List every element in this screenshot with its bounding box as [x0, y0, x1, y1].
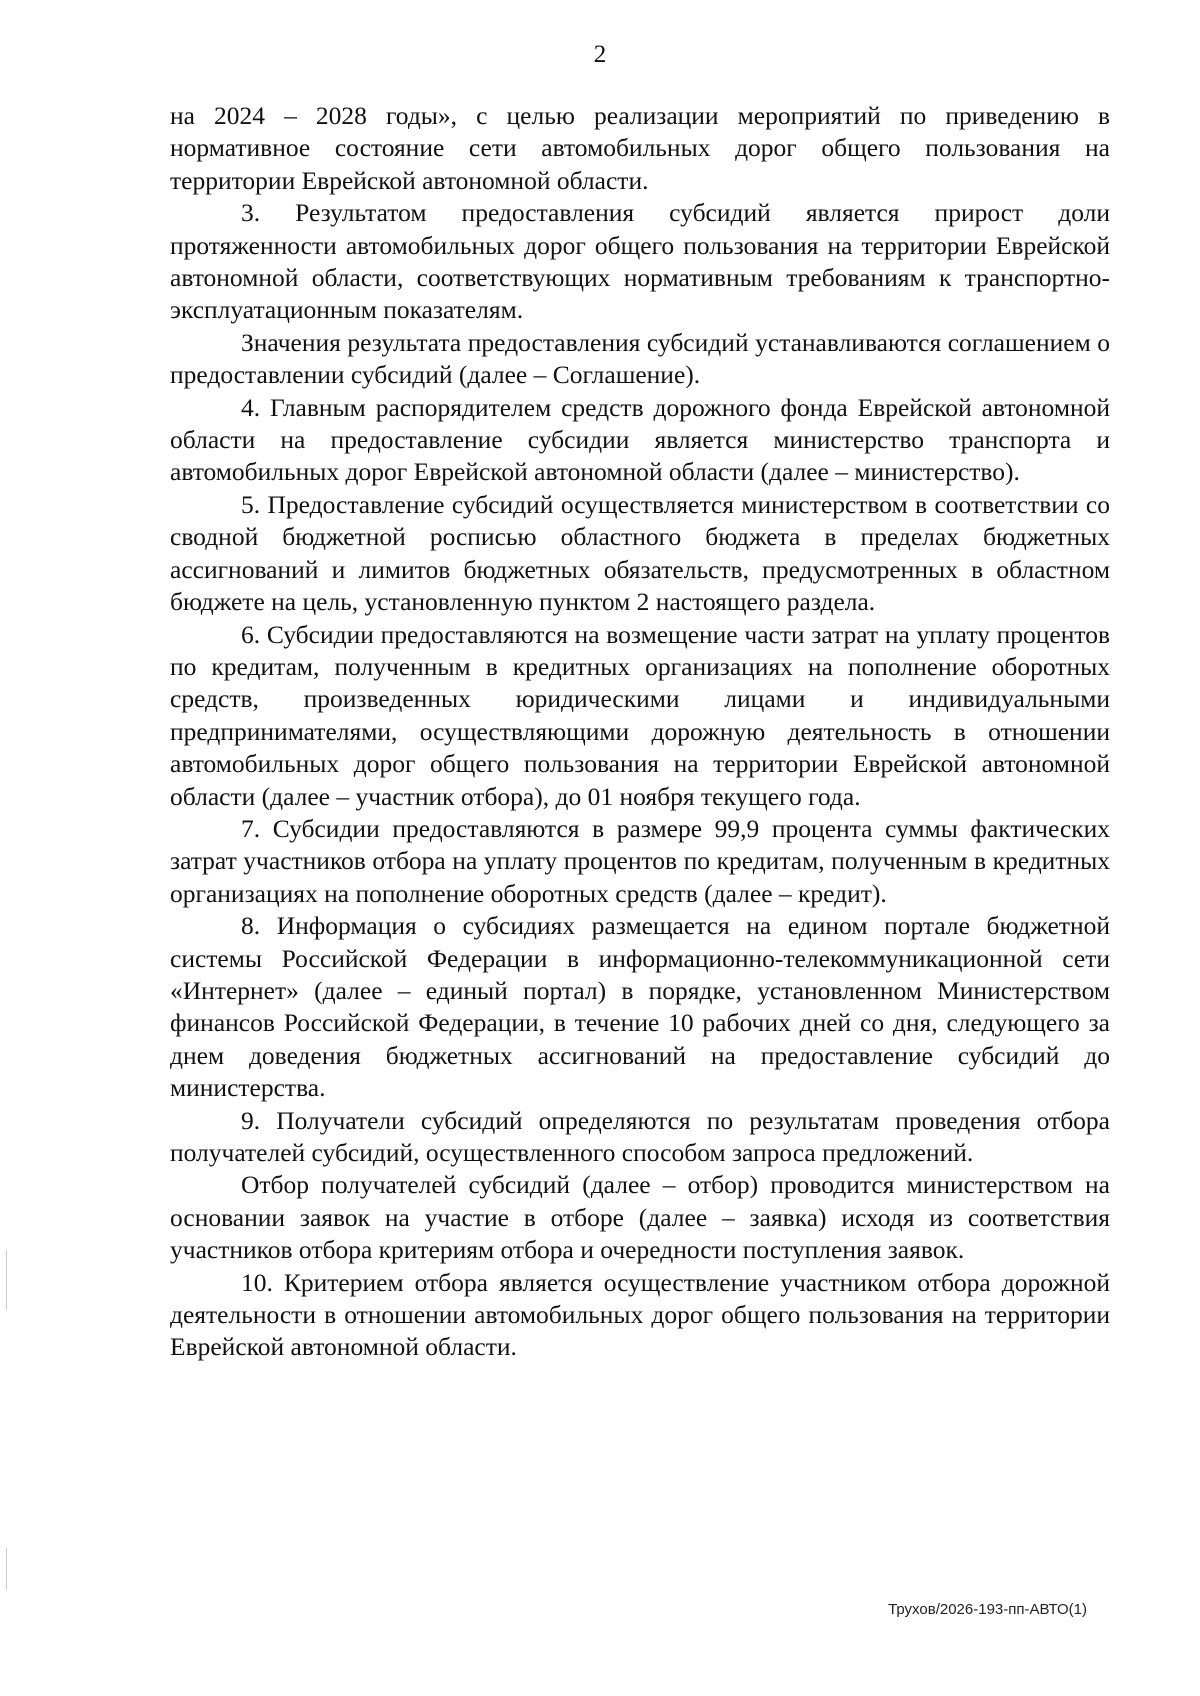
scan-edge-mark	[6, 1548, 7, 1590]
paragraph-item-5: 5. Предоставление субсидий осуществляется министерством в соответствии со сводной бюджетной росписью областного бюджета в пределах бюджетных ассигнований и лимитов бюджетных обязательств, предусмотренных в областном бюджете на цель, установленную пунктом 2 настоящего раздела.	[170, 489, 1110, 617]
document-footer-code: Трухов/2026-193-пп-АВТО(1)	[888, 1601, 1087, 1618]
paragraph-item-6: 6. Субсидии предоставляются на возмещение части затрат на уплату процентов по кредитам, полученным в кредитных организациях на пополнение оборотных средств, произведенных юридическими лицами и индивидуальными предпринимателями, осуществляющими дорожную деятельность в отношении автомобильных дорог общего пользования на территории Еврейской автономной области (далее – участник отбора), до 01 ноября текущего года.	[170, 619, 1110, 811]
paragraph-item-8: 8. Информация о субсидиях размещается на едином портале бюджетной системы Российской Федерации в информационно-телекоммуникационной сети «Интернет» (далее – единый портал) в порядке, установленном Министерством финансов Российской Федерации, в течение 10 рабочих дней со дня, следующего за днем доведения бюджетных ассигнований на предоставление субсидий до министерства.	[170, 911, 1110, 1103]
document-body	[170, 100, 1110, 1364]
paragraph-item-3: 3. Результатом предоставления субсидий является прирост доли протяженности автомобильных дорог общего пользования на территории Еврейской автономной области, соответствующих нормативным требованиям к транспортно-эксплуатационным показателям.	[170, 198, 1110, 325]
paragraph-result-values: Значения результата предоставления субсидий устанавливаются соглашением о предоставлении субсидий (далее – Соглашение).	[170, 327, 1110, 390]
paragraph-item-9: 9. Получатели субсидий определяются по результатам проведения отбора получателей субсидий, осуществленного способом запроса предложений.	[170, 1105, 1110, 1167]
paragraph-item-4: 4. Главным распорядителем средств дорожного фонда Еврейской автономной области на предоставление субсидии является министерство транспорта и автомобильных дорог Еврейской автономной области (далее – министерство).	[170, 392, 1110, 487]
paragraph-item-7: 7. Субсидии предоставляются в размере 99,9 процента суммы фактических затрат участников отбора на уплату процентов по кредитам, полученным в кредитных организациях на пополнение оборотных средств (далее – кредит).	[170, 813, 1110, 908]
page-number: 2	[593, 41, 607, 68]
scan-edge-mark	[6, 1250, 7, 1310]
paragraph-item-10: 10. Критерием отбора является осуществление участником отбора дорожной деятельности в отношении автомобильных дорог общего пользования на территории Еврейской автономной области.	[170, 1267, 1110, 1362]
paragraph-continuation: на 2024 – 2028 годы», с целью реализации мероприятий по приведению в нормативное состояние сети автомобильных дорог общего пользования на территории Еврейской автономной области.	[170, 101, 1110, 195]
paragraph-selection-process: Отбор получателей субсидий (далее – отбор) проводится министерством на основании заявок на участие в отборе (далее – заявка) исходя из соответствия участников отбора критериям отбора и очередности поступления заявок.	[170, 1170, 1110, 1265]
